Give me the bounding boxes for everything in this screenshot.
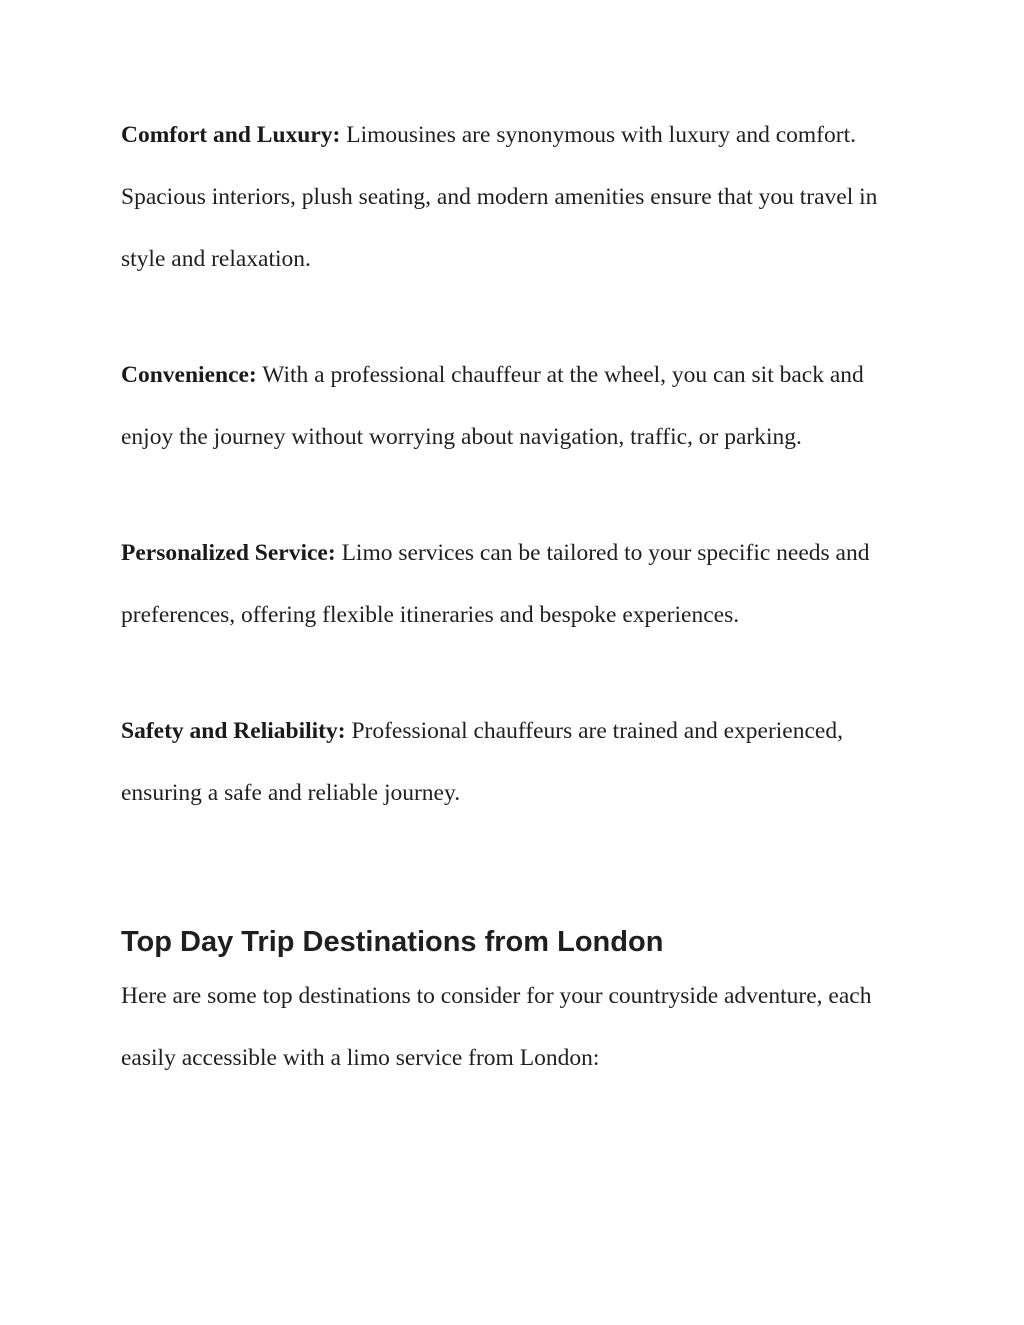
convenience-text: With a professional chauffeur at the wheel, you can sit back and enjoy the journey without worrying about navigation, traffic, or parking. xyxy=(121,362,864,450)
intro-paragraph: Here are some top destinations to consider for your countryside adventure, each easily accessible with a limo service from London: xyxy=(121,983,872,1071)
safety-paragraph xyxy=(121,700,921,824)
document-page xyxy=(121,104,921,1143)
convenience-title: Convenience: xyxy=(121,362,257,388)
safety-title: Safety and Reliability: xyxy=(121,718,346,744)
personalized-paragraph xyxy=(121,522,921,646)
comfort-title: Comfort and Luxury: xyxy=(121,122,341,148)
personalized-text: Limo services can be tailored to your specific needs and preferences, offering flexible itineraries and bespoke experiences. xyxy=(121,540,870,628)
comfort-text: Limousines are synonymous with luxury and comfort. Spacious interiors, plush seating, and modern amenities ensure that you travel in style and relaxation. xyxy=(121,122,878,272)
personalized-title: Personalized Service: xyxy=(121,540,336,566)
comfort-paragraph xyxy=(121,104,921,290)
safety-text: Professional chauffeurs are trained and experienced, ensuring a safe and reliable journey. xyxy=(121,718,843,806)
convenience-paragraph xyxy=(121,344,921,468)
section-heading: Top Day Trip Destinations from London xyxy=(121,926,664,958)
